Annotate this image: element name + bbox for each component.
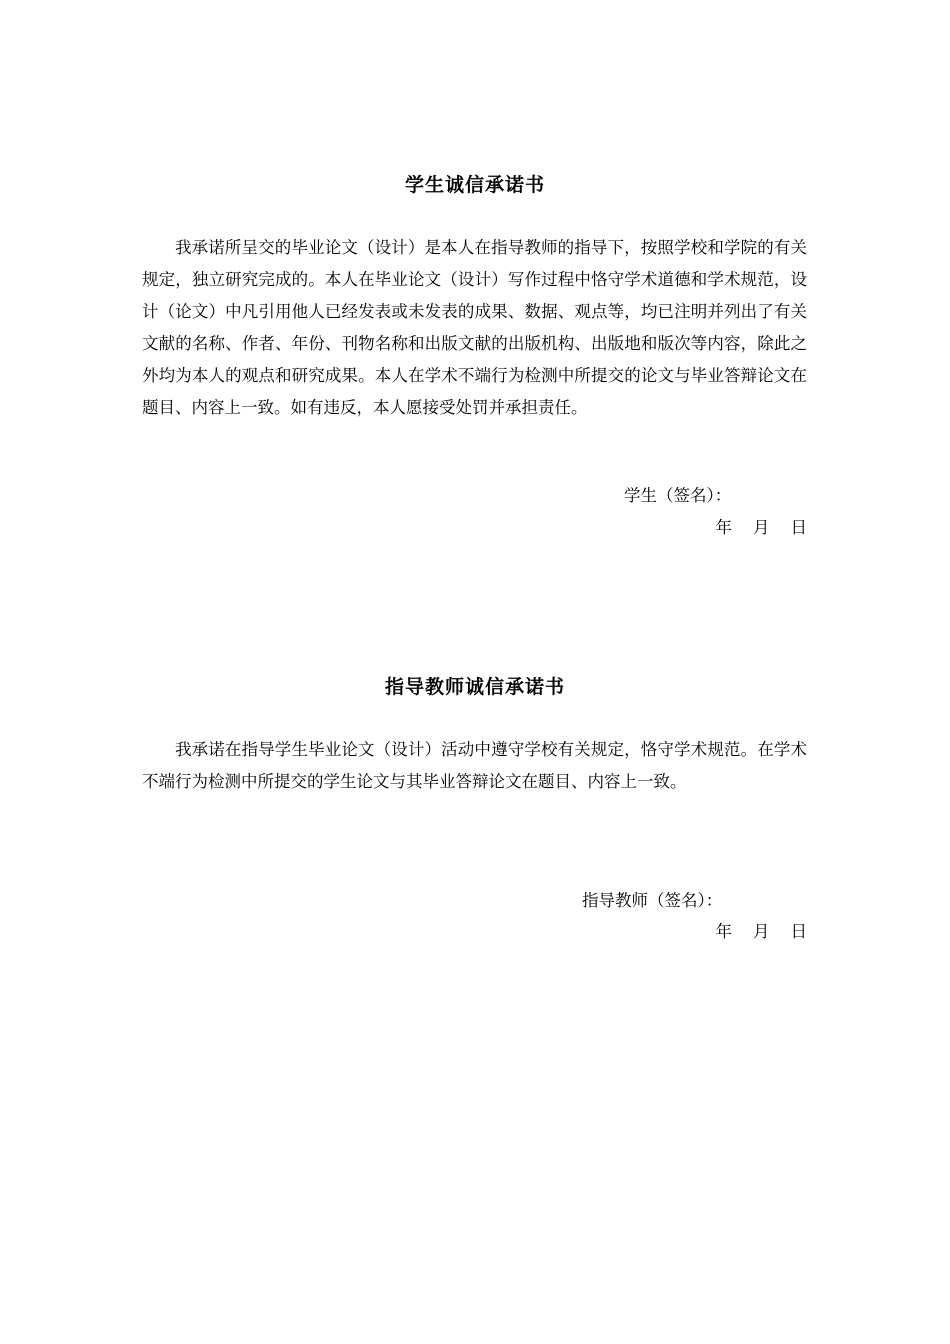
advisor-pledge-body: 我承诺在指导学生毕业论文（设计）活动中遵守学校有关规定，恪守学术规范。在学术不端行为检测中所提交的学生论文与其毕业答辩论文在题目、内容上一致。: [142, 740, 807, 791]
student-pledge-title: 学生诚信承诺书: [404, 174, 545, 196]
student-pledge-body: 我承诺所呈交的毕业论文（设计）是本人在指导教师的指导下，按照学校和学院的有关规定，独立研究完成的。本人在毕业论文（设计）写作过程中恪守学术道德和学术规范，设计（论文）中凡引用他人已经发表或未发表的成果、数据、观点等，均已注明并列出了有关文献的名称、作者、年份、刊物名称和出版文献的出版机构、出版地和版次等内容，除此之外均为本人的观点和研究成果。本人在学术不端行为检测中所提交的论文与毕业答辩论文在题目、内容上一致。如有违反，本人愿接受处罚并承担责任。: [142, 238, 807, 417]
student-date-label: 年 月 日: [715, 518, 807, 537]
advisor-signature-label: 指导教师（签名）：: [582, 891, 723, 910]
advisor-date-label: 年 月 日: [715, 922, 807, 941]
advisor-pledge-title: 指导教师诚信承诺书: [384, 676, 565, 698]
student-signature-label: 学生（签名）：: [624, 486, 732, 505]
